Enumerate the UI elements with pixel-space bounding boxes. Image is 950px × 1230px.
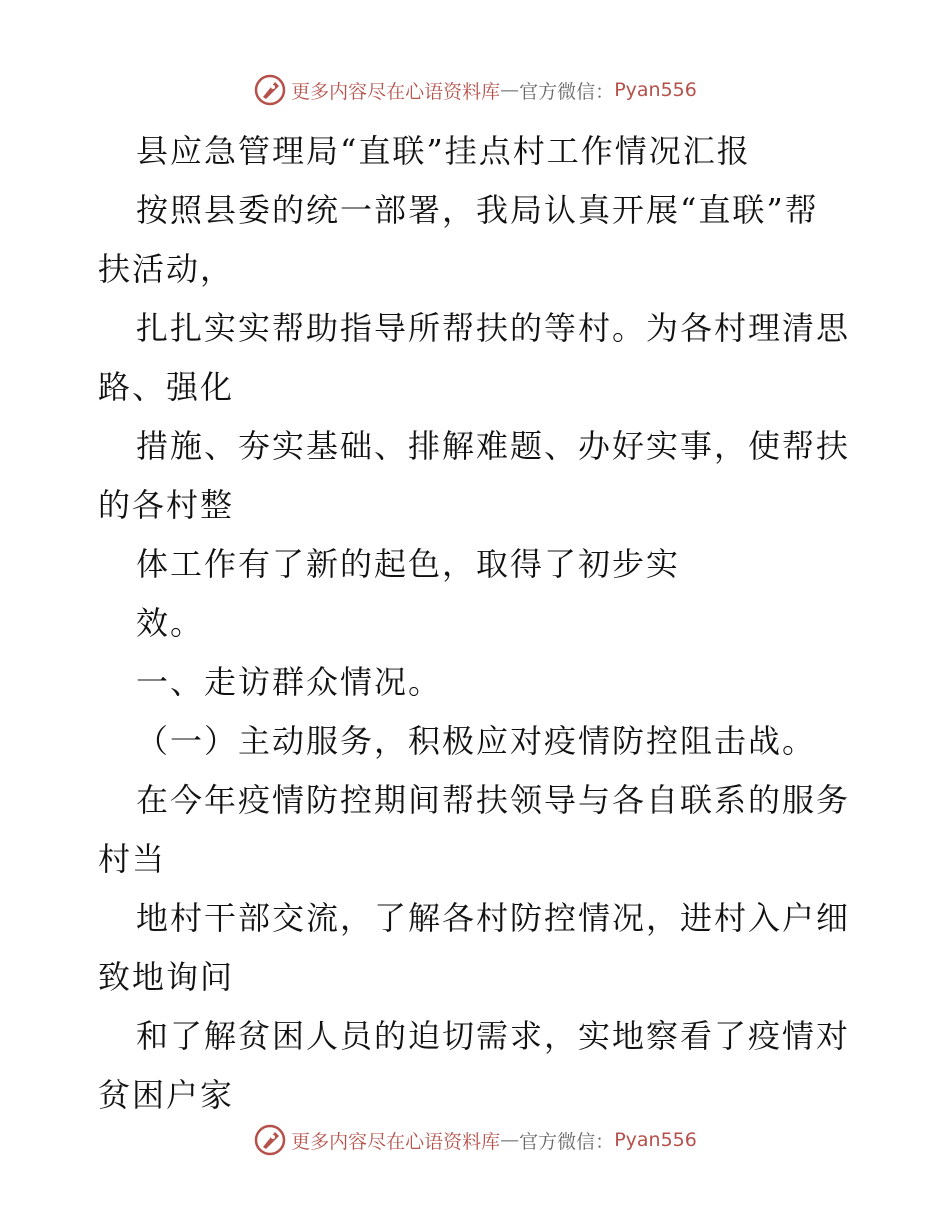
document-title: 县应急管理局“直联”挂点村工作情况汇报: [136, 132, 751, 170]
document-body: [98, 122, 858, 1125]
section-heading: 一、走访群众情况。: [136, 663, 443, 701]
pen-nib-logo-icon: [253, 1123, 287, 1157]
watermark-wechat-id: Pyan556: [614, 1129, 697, 1151]
watermark-wechat-label: 官方微信：: [519, 80, 615, 103]
paragraph-line: 在今年疫情防控期间帮扶领导与各自联系的服务: [136, 781, 851, 819]
watermark-wechat-label: 官方微信：: [519, 1130, 615, 1153]
paragraph-line: 扶活动，: [98, 250, 235, 288]
subsection-heading: （一）主动服务，积极应对疫情防控阻击战。: [136, 722, 817, 760]
paragraph-line: 和了解贫困人员的迫切需求，实地察看了疫情对: [136, 1017, 851, 1055]
watermark-text: 更多内容尽在心语资料库: [291, 1130, 501, 1153]
paragraph-line: 的各村整: [98, 486, 235, 524]
paragraph-line: 地村干部交流，了解各村防控情况，进村入户细: [136, 899, 851, 937]
paragraph-line: 按照县委的统一部署，我局认真开展“直联”帮: [136, 191, 819, 229]
watermark-wechat-id: Pyan556: [614, 79, 697, 101]
watermark-text: 更多内容尽在心语资料库: [291, 80, 501, 103]
paragraph-line: 效。: [136, 604, 205, 642]
header-watermark: [0, 72, 950, 108]
paragraph-line: 体工作有了新的起色，取得了初步实: [136, 545, 681, 583]
pen-nib-logo-icon: [253, 73, 287, 107]
watermark-separator: —: [500, 1129, 520, 1151]
footer-watermark: [0, 1122, 950, 1158]
paragraph-line: 措施、夯实基础、排解难题、办好实事，使帮扶: [136, 427, 851, 465]
paragraph-line: 村当: [98, 840, 167, 878]
paragraph-line: 致地询问: [98, 958, 235, 996]
paragraph-line: 扎扎实实帮助指导所帮扶的等村。为各村理清思: [136, 309, 851, 347]
paragraph-line: 路、强化: [98, 368, 235, 406]
watermark-separator: —: [500, 79, 520, 101]
paragraph-line: 贫困户家: [98, 1076, 235, 1114]
